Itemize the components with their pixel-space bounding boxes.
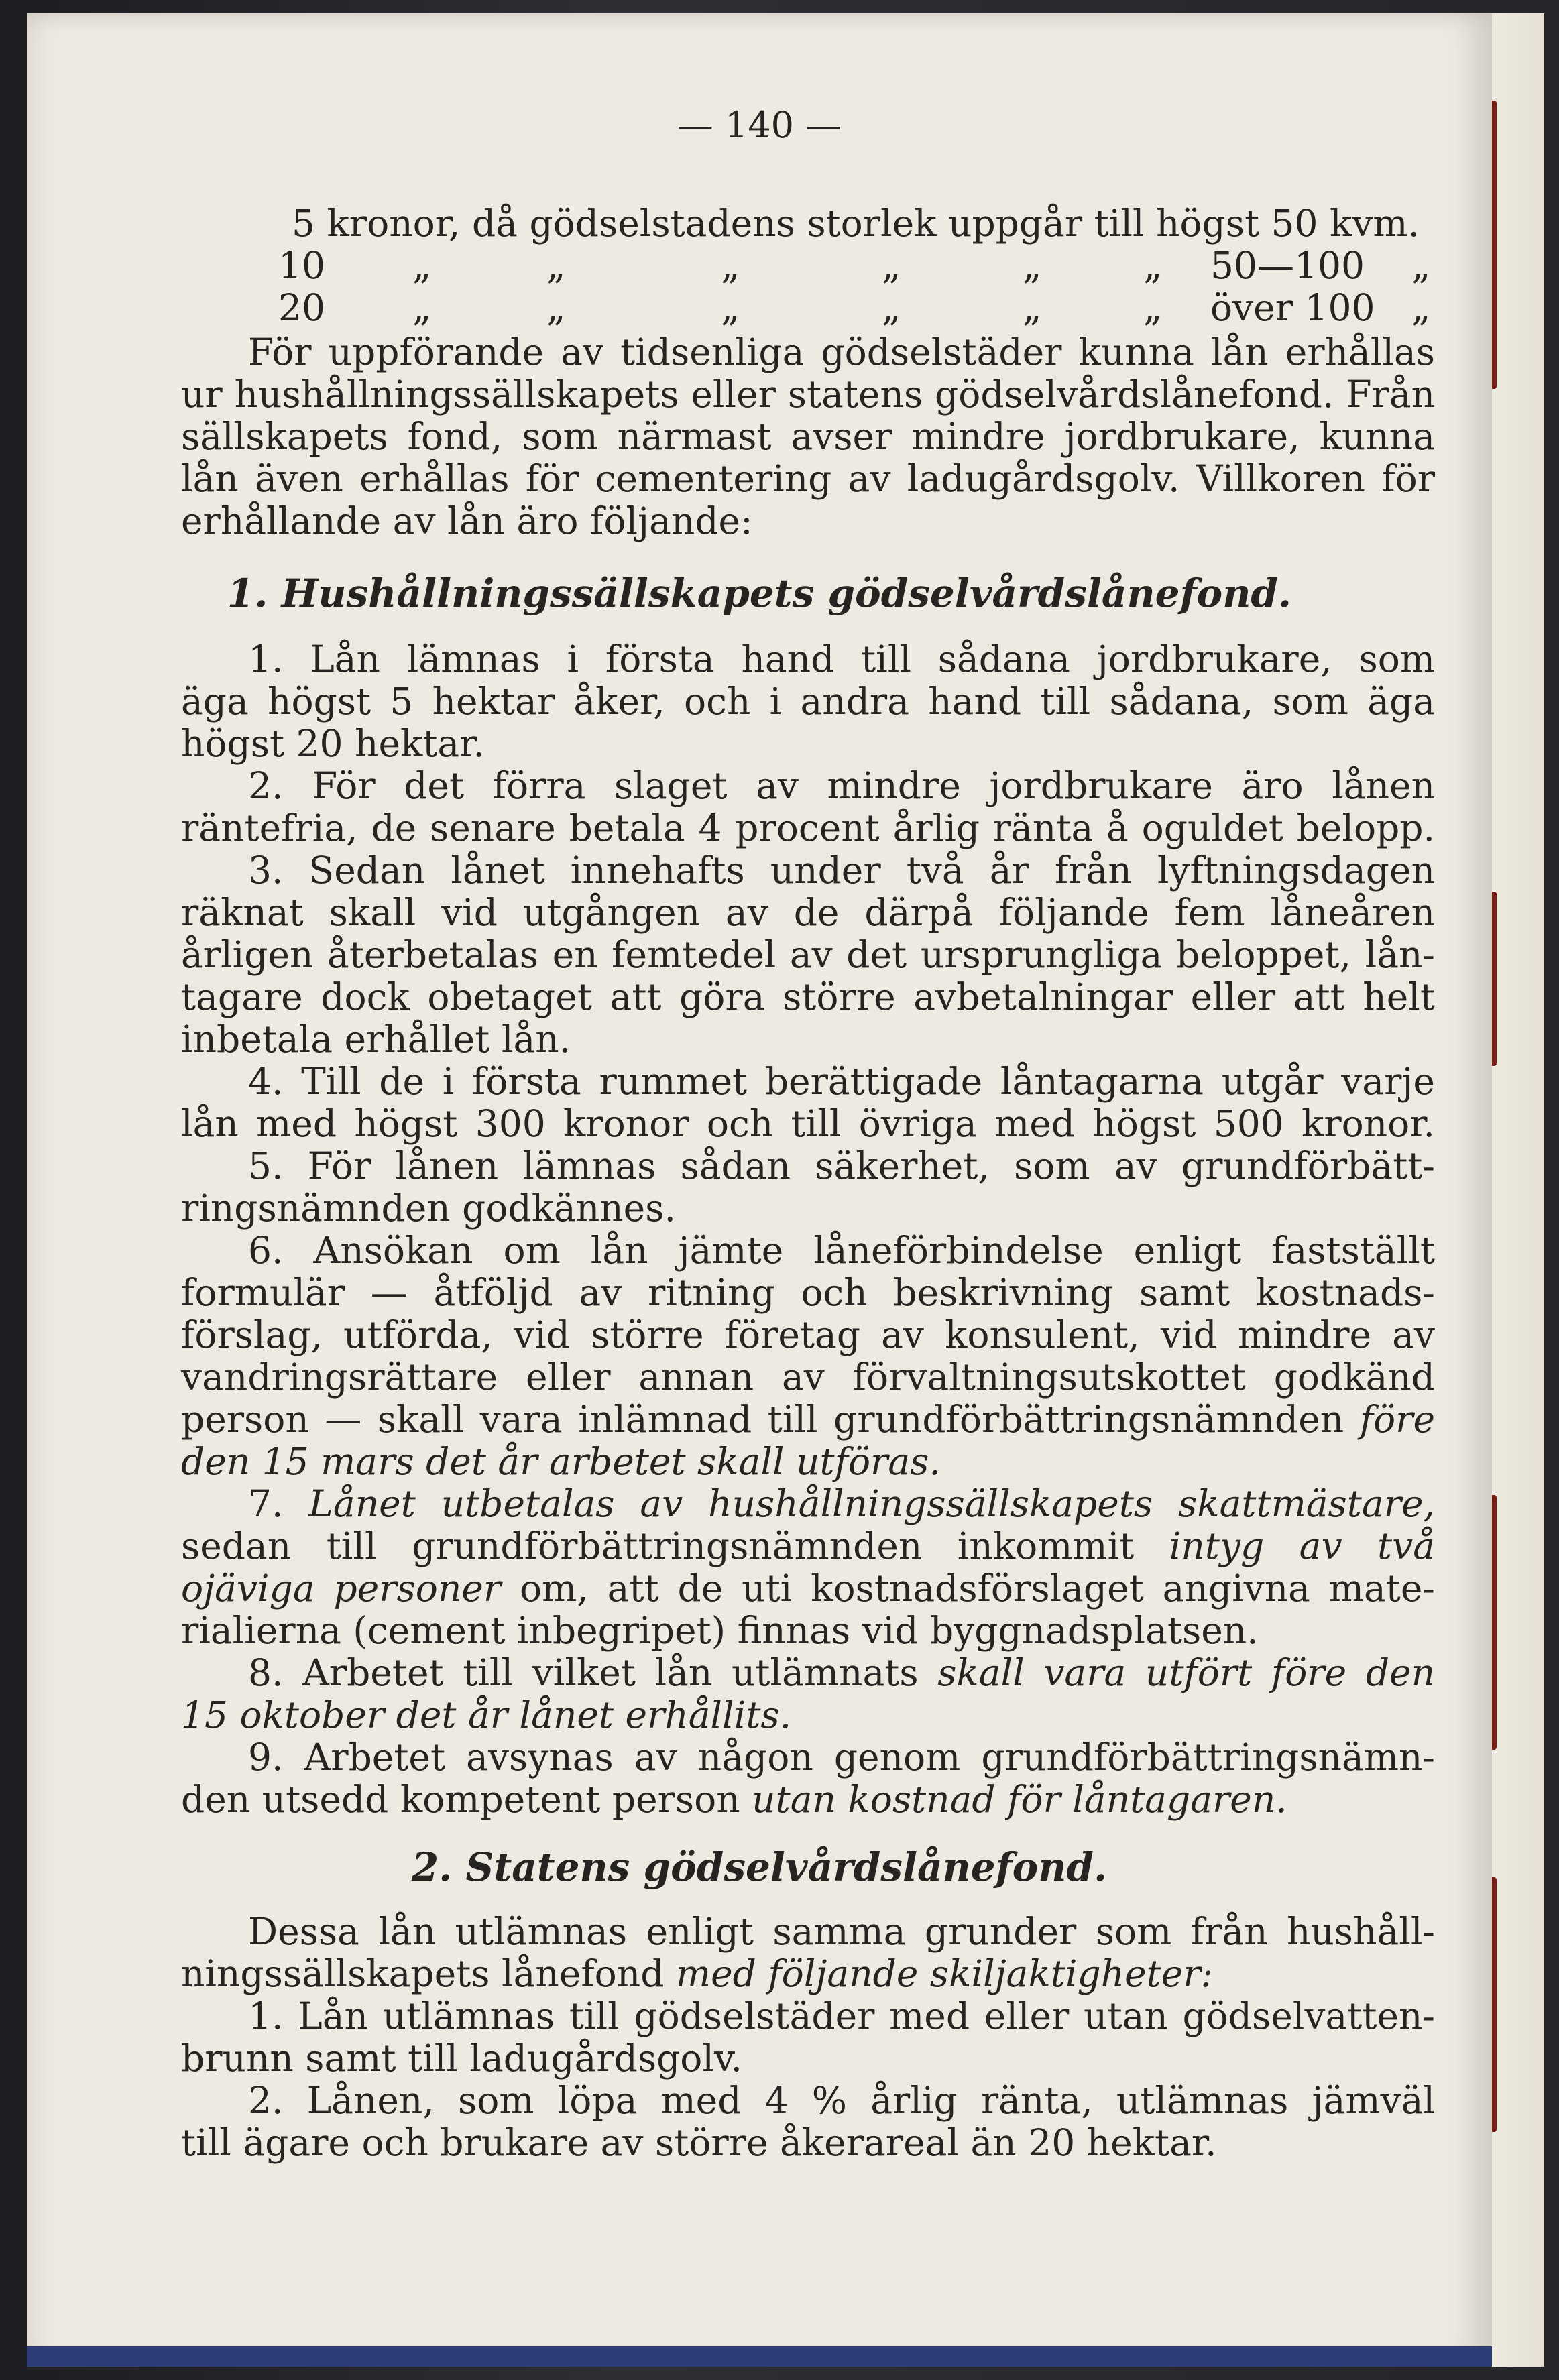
fee-row-2	[278, 243, 1445, 288]
body-text: 8. Arbetet till vilket lån utlämnats	[248, 1651, 919, 1694]
body-line: erhållande av lån äro följande:	[181, 499, 753, 542]
emphasis-text: före	[1359, 1398, 1436, 1441]
body-line: ringsnämnden godkännes.	[181, 1187, 676, 1230]
body-line: 2. Lånen, som löpa med 4 % årlig ränta, utlämnas jämväl	[248, 2079, 1435, 2122]
emphasis-text: skall vara utfört före den	[937, 1651, 1436, 1694]
ditto-mark: „	[721, 286, 740, 329]
body-line: 1. Lån utlämnas till gödselstäder med eller utan gödselvatten-	[248, 1995, 1435, 2037]
section-heading-1: 1. Hushållningssällskapets gödselvårdslånefond.	[227, 571, 1292, 616]
emphasis-text: 15 oktober det år lånet erhållits.	[181, 1693, 792, 1736]
body-line	[248, 1482, 1435, 1526]
page-number: — 140 —	[677, 104, 842, 146]
ditto-mark: „	[882, 244, 901, 287]
book-edge	[27, 2346, 1492, 2367]
ditto-mark: „	[412, 244, 432, 287]
body-text: om, att de uti kostnadsförslaget angivna mate-	[520, 1567, 1436, 1610]
body-text: ningssällskapets lånefond	[181, 1952, 665, 1995]
body-line: tagare dock obetaget att göra större avbetalningar eller att helt	[181, 975, 1435, 1018]
body-line	[181, 1566, 1435, 1610]
body-line: räknat skall vid utgången av de därpå följande fem låneåren	[181, 891, 1435, 934]
emphasis-text: intyg av två	[1169, 1525, 1436, 1567]
body-line: 3. Sedan lånet innehafts under två år från lyftningsdagen	[248, 849, 1435, 892]
ditto-mark: „	[1411, 286, 1431, 329]
ditto-mark: „	[721, 244, 740, 287]
body-line: förslag, utförda, vid större företag av konsulent, vid mindre av	[181, 1313, 1435, 1356]
body-line	[248, 1651, 1435, 1695]
ditto-mark: „	[546, 286, 566, 329]
body-line: årligen återbetalas en femtedel av det ursprungliga beloppet, lån-	[181, 933, 1435, 976]
body-line: formulär — åtföljd av ritning och beskrivning samt kostnads-	[181, 1271, 1435, 1314]
emphasis-text: Lånet utbetalas av hushållningssällskapets skattmästare,	[308, 1482, 1435, 1525]
body-line: 6. Ansökan om lån jämte låneförbindelse enligt fastställt	[248, 1229, 1435, 1272]
section-heading-2: 2. Statens gödselvårdslånefond.	[411, 1844, 1108, 1890]
body-line: För uppförande av tidsenliga gödselstäder kunna lån erhållas	[248, 331, 1435, 373]
ditto-mark: „	[1411, 244, 1431, 287]
fee-amount: 10	[278, 244, 325, 287]
body-line: 9. Arbetet avsynas av någon genom grundförbättringsnämn-	[248, 1736, 1435, 1779]
body-line: högst 20 hektar.	[181, 722, 485, 765]
book-page	[27, 13, 1492, 2367]
emphasis-text: utan kostnad för låntagaren.	[752, 1778, 1287, 1821]
body-line: lån med högst 300 kronor och till övriga med högst 500 kronor.	[181, 1102, 1435, 1145]
body-line	[181, 1693, 1435, 1737]
body-text: person — skall vara inlämnad till grundförbättringsnämnden	[181, 1398, 1344, 1441]
fee-row-1: 5 kronor, då gödselstadens storlek uppgår till högst 50 kvm.	[292, 202, 1420, 245]
body-line: till ägare och brukare av större åkerareal än 20 hektar.	[181, 2121, 1217, 2164]
body-line: Dessa lån utlämnas enligt samma grunder som från hushåll-	[248, 1910, 1435, 1953]
body-line	[181, 1524, 1435, 1568]
ditto-mark: „	[1023, 244, 1042, 287]
body-line: 1. Lån lämnas i första hand till sådana jordbrukare, som	[248, 638, 1435, 680]
emphasis-text: den 15 mars det år arbetet skall utföras.	[181, 1440, 941, 1483]
ditto-mark: „	[412, 286, 432, 329]
ditto-mark: „	[1143, 244, 1163, 287]
fee-row-3	[278, 286, 1445, 330]
body-line	[181, 1952, 1435, 1996]
body-line: äga högst 5 hektar åker, och i andra hand till sådana, som äga	[181, 680, 1435, 723]
body-line: inbetala erhållet lån.	[181, 1018, 571, 1061]
body-line: räntefria, de senare betala 4 procent årlig ränta å oguldet belopp.	[181, 807, 1435, 849]
body-text: 7.	[248, 1482, 284, 1525]
fee-size: 50—100	[1210, 244, 1365, 287]
body-line: 4. Till de i första rummet berättigade låntagarna utgår varje	[248, 1060, 1435, 1103]
ditto-mark: „	[546, 244, 566, 287]
body-line: vandringsrättare eller annan av förvaltningsutskottet godkänd	[181, 1356, 1435, 1399]
body-line	[181, 1397, 1435, 1441]
ditto-mark: „	[1023, 286, 1042, 329]
body-line: 5. För lånen lämnas sådan säkerhet, som av grundförbätt-	[248, 1144, 1435, 1187]
fee-amount: 20	[278, 286, 325, 329]
emphasis-text: ojäviga personer	[181, 1567, 502, 1610]
body-line	[181, 1777, 1435, 1822]
fee-size: över 100	[1210, 286, 1375, 329]
body-line: ur hushållningssällskapets eller statens gödselvårdslånefond. Från	[181, 373, 1435, 416]
body-line: brunn samt till ladugårdsgolv.	[181, 2037, 743, 2080]
body-line: lån även erhållas för cementering av ladugårdsgolv. Villkoren för	[181, 457, 1435, 500]
emphasis-text: med följande skiljaktigheter:	[675, 1952, 1214, 1995]
ditto-mark: „	[882, 286, 901, 329]
body-line: sällskapets fond, som närmast avser mindre jordbrukare, kunna	[181, 415, 1435, 458]
body-line: rialierna (cement inbegripet) finnas vid byggnadsplatsen.	[181, 1609, 1259, 1652]
body-text: sedan till grundförbättringsnämnden inkommit	[181, 1525, 1135, 1567]
ditto-mark: „	[1143, 286, 1163, 329]
body-text: den utsedd kompetent person	[181, 1778, 740, 1821]
body-line: 2. För det förra slaget av mindre jordbrukare äro lånen	[248, 764, 1435, 807]
body-line	[181, 1439, 1435, 1484]
